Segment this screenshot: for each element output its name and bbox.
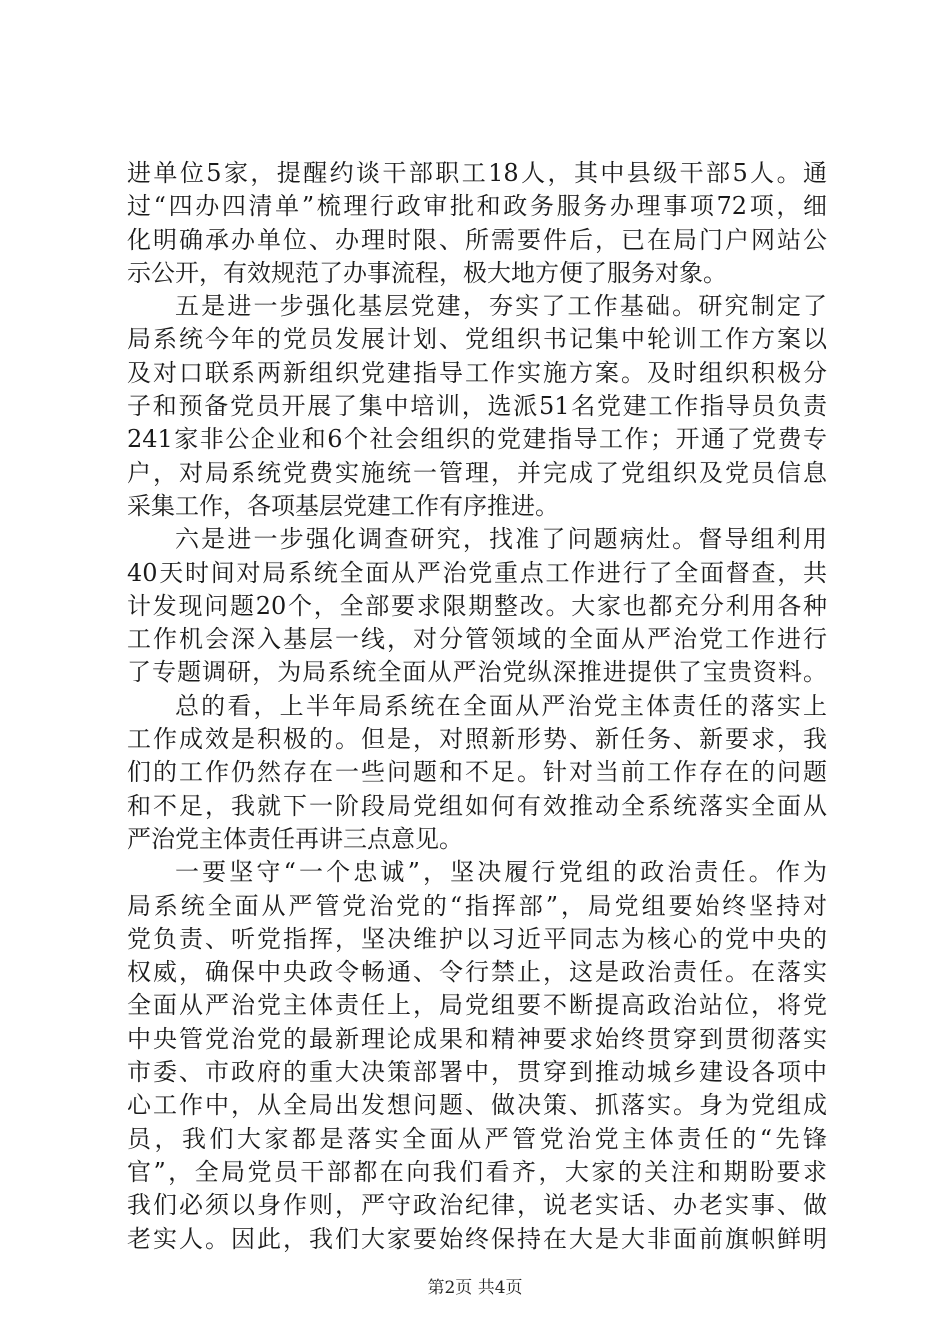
- text-line: 及对口联系两新组织党建指导工作实施方案。及时组织积极分: [127, 358, 827, 387]
- text-line: 户，对局系统党费实施统一管理，并完成了党组织及党员信息: [127, 458, 827, 487]
- text-line: 进单位5家，提醒约谈干部职工18人，其中县级干部5人。通: [127, 159, 827, 187]
- text-line: 工作成效是积极的。但是，对照新形势、新任务、新要求，我: [127, 725, 827, 754]
- text-line: 们的工作仍然存在一些问题和不足。针对当前工作存在的问题: [127, 758, 827, 787]
- text-line: 官”，全局党员干部都在向我们看齐，大家的关注和期盼要求: [127, 1157, 827, 1186]
- text-line: 了专题调研，为局系统全面从严治党纵深推进提供了宝贵资料。: [127, 658, 827, 687]
- text-line: 全面从严治党主体责任上，局党组要不断提高政治站位，将党: [127, 991, 827, 1020]
- text-line: 化明确承办单位、办理时限、所需要件后，已在局门户网站公: [127, 225, 827, 254]
- text-line: 六是进一步强化调查研究，找准了问题病灶。督导组利用: [175, 525, 827, 554]
- text-line: 过“四办四清单”梳理行政审批和政务服务办理事项72项，细: [127, 192, 827, 221]
- text-line: 采集工作，各项基层党建工作有序推进。: [127, 491, 559, 520]
- text-line: 党负责、听党指挥，坚决维护以习近平同志为核心的党中央的: [127, 924, 827, 953]
- text-line: 市委、市政府的重大决策部署中，贯穿到推动城乡建设各项中: [127, 1058, 827, 1087]
- text-line: 子和预备党员开展了集中培训，选派51名党建工作指导员负责: [127, 392, 827, 421]
- text-line: 工作机会深入基层一线，对分管领域的全面从严治党工作进行: [127, 625, 827, 654]
- text-line: 五是进一步强化基层党建，夯实了工作基础。研究制定了: [175, 292, 827, 321]
- text-line: 权威，确保中央政令畅通、令行禁止，这是政治责任。在落实: [127, 958, 827, 987]
- text-line: 局系统今年的党员发展计划、党组织书记集中轮训工作方案以: [127, 325, 827, 354]
- document-body: [127, 157, 827, 1256]
- text-line: 示公开，有效规范了办事流程，极大地方便了服务对象。: [127, 258, 727, 287]
- text-line: 局系统全面从严管党治党的“指挥部”，局党组要始终坚持对: [127, 891, 827, 920]
- text-line: 员，我们大家都是落实全面从严管党治党主体责任的“先锋: [127, 1124, 827, 1153]
- text-line: 40天时间对局系统全面从严治党重点工作进行了全面督查，共: [127, 558, 827, 587]
- text-line: 241家非公企业和6个社会组织的党建指导工作；开通了党费专: [127, 425, 827, 454]
- text-line: 我们必须以身作则，严守政治纪律，说老实话、办老实事、做: [127, 1191, 827, 1220]
- page-footer: 第2页 共4页: [427, 1278, 523, 1298]
- text-line: 心工作中，从全局出发想问题、做决策、抓落实。身为党组成: [127, 1091, 827, 1120]
- text-line: 和不足，我就下一阶段局党组如何有效推动全系统落实全面从: [127, 791, 827, 820]
- text-line: 计发现问题20个，全部要求限期整改。大家也都充分利用各种: [127, 591, 827, 620]
- text-line: 老实人。因此，我们大家要始终保持在大是大非面前旗帜鲜明: [127, 1224, 827, 1253]
- text-line: 严治党主体责任再讲三点意见。: [127, 824, 463, 853]
- text-line: 中央管党治党的最新理论成果和精神要求始终贯穿到贯彻落实: [127, 1024, 827, 1053]
- text-line: 一要坚守“一个忠诚”，坚决履行党组的政治责任。作为: [175, 858, 827, 887]
- text-line: 总的看，上半年局系统在全面从严治党主体责任的落实上: [175, 691, 827, 720]
